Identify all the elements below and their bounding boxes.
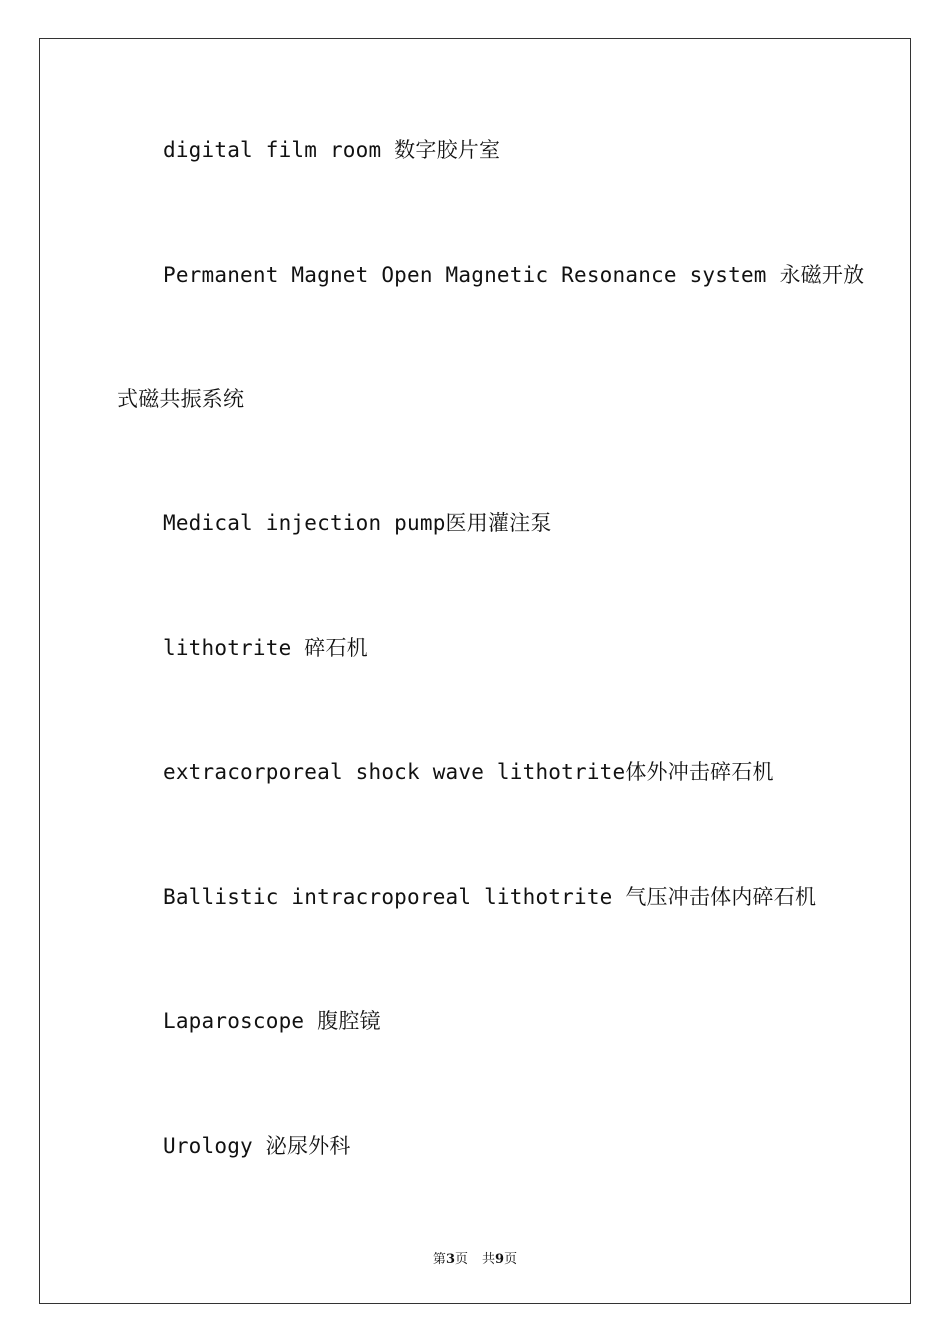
footer-page-prefix: 第 — [432, 1252, 446, 1267]
text-line-permanent-magnet: Permanent Magnet Open Magnetic Resonance system 永磁开放 — [163, 263, 865, 287]
text-line-laparoscope: Laparoscope 腹腔镜 — [163, 1009, 381, 1033]
text-line-medical-injection-pump: Medical injection pump医用灌注泵 — [163, 511, 552, 535]
text-line-urology: Urology 泌尿外科 — [163, 1134, 351, 1158]
text-line-extracorporeal-lithotrite: extracorporeal shock wave lithotrite体外冲击碎石机 — [163, 760, 774, 784]
text-line-lithotrite: lithotrite 碎石机 — [163, 636, 368, 660]
text-line-digital-film-room: digital film room 数字胶片室 — [163, 138, 501, 162]
footer-total-suffix: 页 — [504, 1252, 518, 1267]
footer-total-prefix: 共 — [482, 1252, 496, 1267]
footer-page-suffix: 页 — [454, 1252, 468, 1267]
page-footer — [0, 1248, 950, 1267]
text-line-permanent-magnet-continued: 式磁共振系统 — [117, 387, 245, 411]
footer-page-total: 9 — [495, 1252, 505, 1267]
text-line-ballistic-lithotrite: Ballistic intracroporeal lithotrite 气压冲击体内碎石机 — [163, 885, 817, 909]
footer-page-current: 3 — [445, 1252, 455, 1267]
page-border — [39, 38, 911, 1304]
